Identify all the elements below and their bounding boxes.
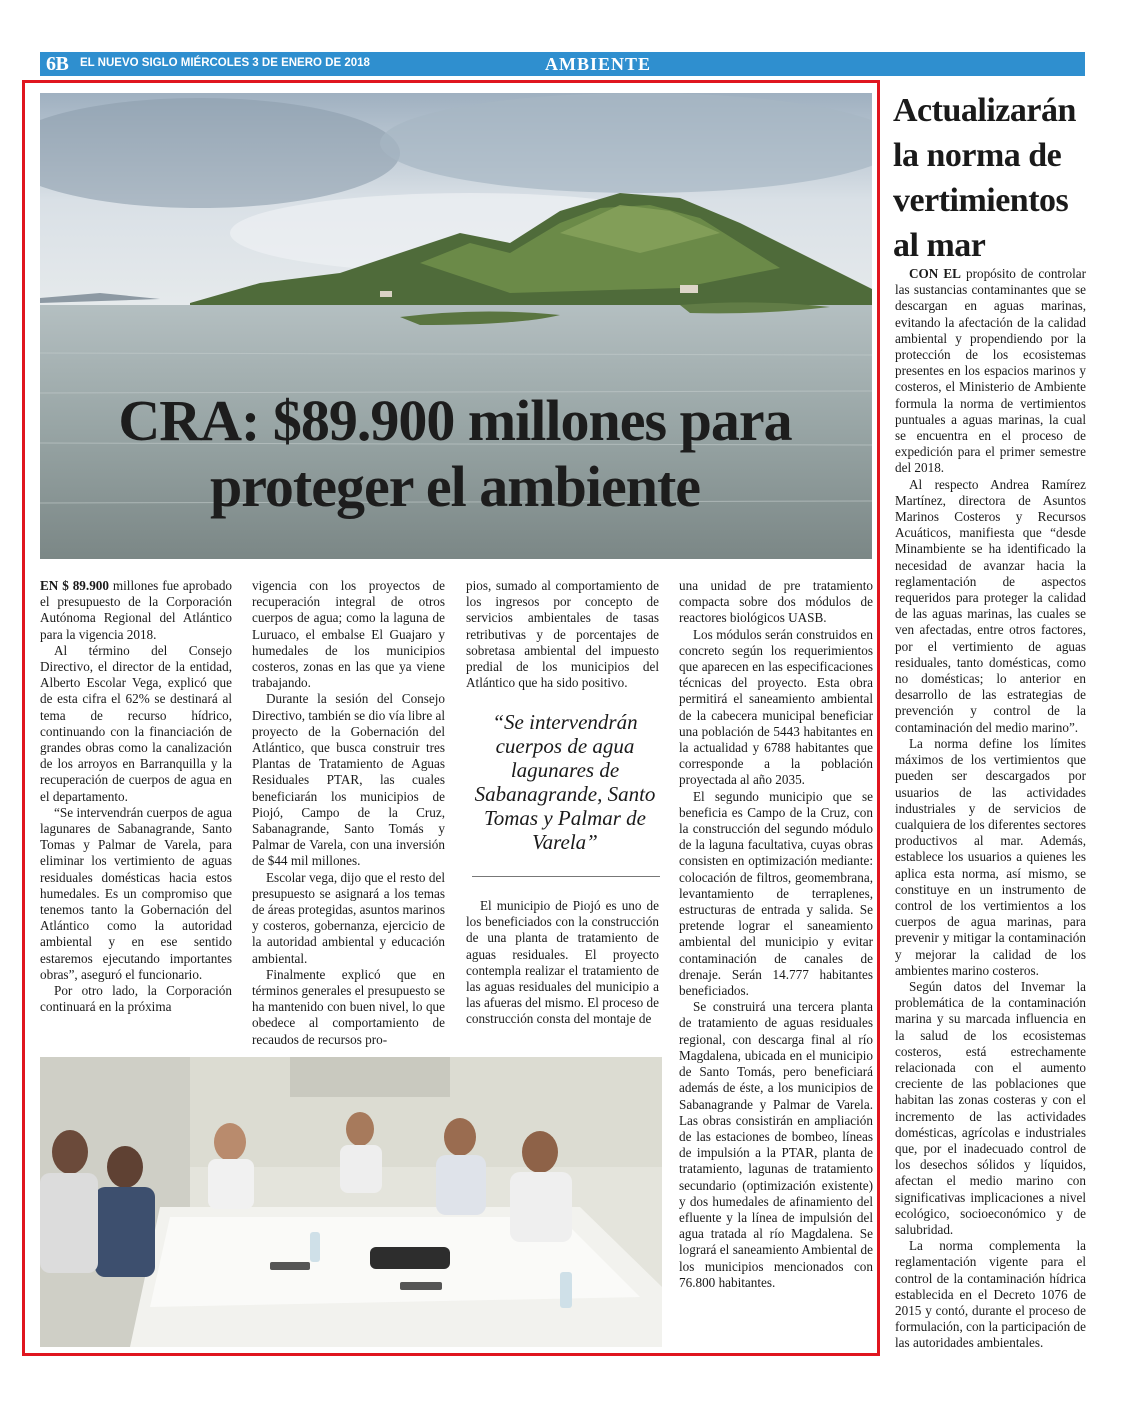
section-title: AMBIENTE [545,54,652,74]
article-column-3-bottom [466,898,659,1028]
article-paragraph: Se construirá una tercera planta de tratamiento de aguas residuales regional, con descarga final al río Magdalena, ubicada en el municipio de Santo Tomás, pero beneficiará además de éste, a los municipios de Sabanagrande y Palmar de Varela. Las obras consistirán en ampliación de las estaciones de bombeo, líneas de impulsión a la PTAR, planta de tratamiento, lagunas de tratamiento secundario (optimización existente) y dos humedales de afinamiento del efluente y la línea de impulsión del agua tratada al río Magdalena. Se logrará el saneamiento Ambiental de los municipios mencionados con 76.800 habitantes. [679,999,873,1290]
article-column-2 [252,578,445,1048]
page-header-bar [40,52,1085,76]
main-headline [60,388,850,520]
article-paragraph: Por otro lado, la Corporación continuará en la próxima [40,983,232,1015]
headline-line-1: CRA: $89.900 millones para [118,388,792,453]
article-column-1 [40,578,232,1015]
article-paragraph: Al respecto Andrea Ramírez Martínez, directora de Asuntos Marinos Costeros y Recursos Acuáticos, manifiesta que “desde Minambiente se ha identificado la necesidad de avanzar hacia la reglamentación de aspectos requeridos para proteger la calidad de las aguas marinas, las cuales se ven afectadas, entre otros factores, por el vertimiento de aguas residuales, tanto domésticas, como no domésticas; lo anterior en desarrollo de las estrategias de prevención y control de la contaminación del medio marino”. [895,476,1086,735]
article-paragraph: Según datos del Invemar la problemática de la contaminación marina y su marcada influencia en la salud de los ecosistemas costeros, está estrechamente relacionada con el aumento creciente de las poblaciones que habitan las zonas costeras y con el incremento de las actividades domésticas, agrícolas e industriales que, por el inadecuado control de los desechos sólidos y líquidos, afectan el medio marino con significativas implicaciones a nivel ecológico, socioeconómico y de salubridad. [895,978,1086,1237]
article-paragraph: Durante la sesión del Consejo Directivo, también se dio vía libre al proyecto de la Gobernación del Atlántico, que busca construir tres Plantas de Tratamiento de Aguas Residuales PTAR, las cuales beneficiarán los municipios de Piojó, Campo de la Cruz, Sabanagrande, Santo Tomás y Palmar de Varela, con una inversión de $44 mil millones. [252,691,445,869]
article-paragraph: Los módulos serán construidos en concreto según los requerimientos que aparecen en las especificaciones técnicas del proyecto. Esta obra permitirá el saneamiento ambiental de la cabecera municipal beneficiar una población de 5443 habitantes en la actualidad y 6788 habitantes que corresponde a la población proyectada al año 2035. [679,626,873,788]
article-paragraph: El municipio de Piojó es uno de los beneficiados con la construcción de una planta de tratamiento de aguas residuales. El proyecto contempla realizar el tratamiento de las aguas residuales del municipio a las afueras del mismo. El proceso de construcción consta del montaje de [466,898,659,1027]
side-article-body [895,266,1086,1352]
article-paragraph: El segundo municipio que se beneficia es Campo de la Cruz, con la construcción del segundo módulo de la laguna facultativa, cuyas obras consisten en optimización mediante: colocación de filtros, geomembrana, levantamiento de terraplenes, estructuras de entrada y salida. Se pretende lograr el saneamiento ambiental del municipio y evitar contaminación de canales de drenaje. Serán 14.777 habitantes beneficiados. [679,788,873,999]
article-paragraph: La norma define los límites máximos de los vertimientos que pueden ser descargados por usuarios de las actividades industriales y de servicios de cualquiera de los diferentes sectores productivos al mar. Además, establece los usuarios a quienes les aplica esta norma, así mismo, se constituye en un instrumento de control de los vertimientos a los cuerpos de agua marinas, para prevenir y mitigar la contaminación y mejorar la calidad de los ambientes marino costeros. [895,735,1086,978]
article-paragraph: CON EL propósito de controlar las sustancias contaminantes que se descargan en aguas marinas, evitando la afectación de la calidad ambiental y propendiendo por la protección de los ecosistemas presentes en los espacios marinos y costeros, el Ministerio de Ambiente formula la norma de vertimientos puntuales a aguas marinas, la cual se encuentra en el proceso de expedición para el primer semestre del 2018. [895,266,1086,476]
side-article-title: Actualizarán la norma de vertimientos al mar [893,92,1076,264]
article-paragraph: una unidad de pre tratamiento compacta sobre dos módulos de reactores biológicos UASB. [679,578,873,626]
article-column-4 [679,578,873,1291]
article-paragraph: “Se intervendrán cuerpos de agua lagunares de Sabanagrande, Santo Tomas y Palmar de Varela, para eliminar los vertimiento de aguas residuales domésticas hacia estos humedales. Es un compromiso que tenemos tanto la Gobernación del Atlántico como la autoridad ambiental y en ese sentido estaremos ejecutando importantes obras”, aseguró el funcionario. [40,804,232,982]
headline-line-2: proteger el ambiente [209,454,701,519]
article-paragraph: pios, sumado al comportamiento de los ingresos por concepto de servicios ambientales de tasas retributivas y de porcentajes de sobretasa ambiental del impuesto predial de los municipios del Atlántico que ha sido positivo. [466,578,659,691]
article-column-3-top [466,578,659,691]
pull-quote-divider [472,876,660,877]
meeting-illustration [40,1057,662,1347]
article-paragraph: vigencia con los proyectos de recuperación integral de otros cuerpos de agua; como la laguna de Luruaco, el embalse El Guajaro y humedales de los municipios costeros, zonas en las que ya viene trabajando. [252,578,445,691]
pull-quote: “Se intervendrán cuerpos de agua lagunares de Sabanagrande, Santo Tomas y Palmar de Varela” [474,710,656,854]
page-number: 6B [46,53,69,75]
side-article-header [893,88,1085,268]
article-paragraph: La norma complementa la reglamentación vigente para el control de la contaminación hídrica establecida en el Decreto 1076 de 2015 y contó, durante el proceso de formulación, con la participación de las autoridades ambientales. [895,1238,1086,1351]
lead-in-bold: CON EL [909,266,961,281]
article-paragraph: EN $ 89.900 millones fue aprobado el presupuesto de la Corporación Autónoma Regional del Atlántico para la vigencia 2018. [40,578,233,642]
article-paragraph: Finalmente explicó que en términos generales el presupuesto se ha mantenido con buen nivel, lo que obedece al comportamiento de recaudos de recursos pro- [252,966,445,1047]
article-paragraph: Escolar vega, dijo que el resto del presupuesto se asignará a los temas de áreas protegidas, asuntos marinos y costeros, gobernanza, ejercicio de la autoridad ambiental y educación ambiental. [252,869,445,966]
meeting-photo [40,1057,662,1347]
lead-in-bold: EN $ 89.900 [40,578,109,593]
newspaper-dateline: EL NUEVO SIGLO MIÉRCOLES 3 DE ENERO DE 2018 [80,57,370,69]
article-paragraph: Al término del Consejo Directivo, el director de la entidad, Alberto Escolar Vega, explicó que de esta cifra el 62% se destinará al tema de recurso hídrico, continuando con la financiación de grandes obras como la canalización de los arroyos en Barranquilla y la recuperación de cuerpos de agua en el departamento. [40,642,232,804]
